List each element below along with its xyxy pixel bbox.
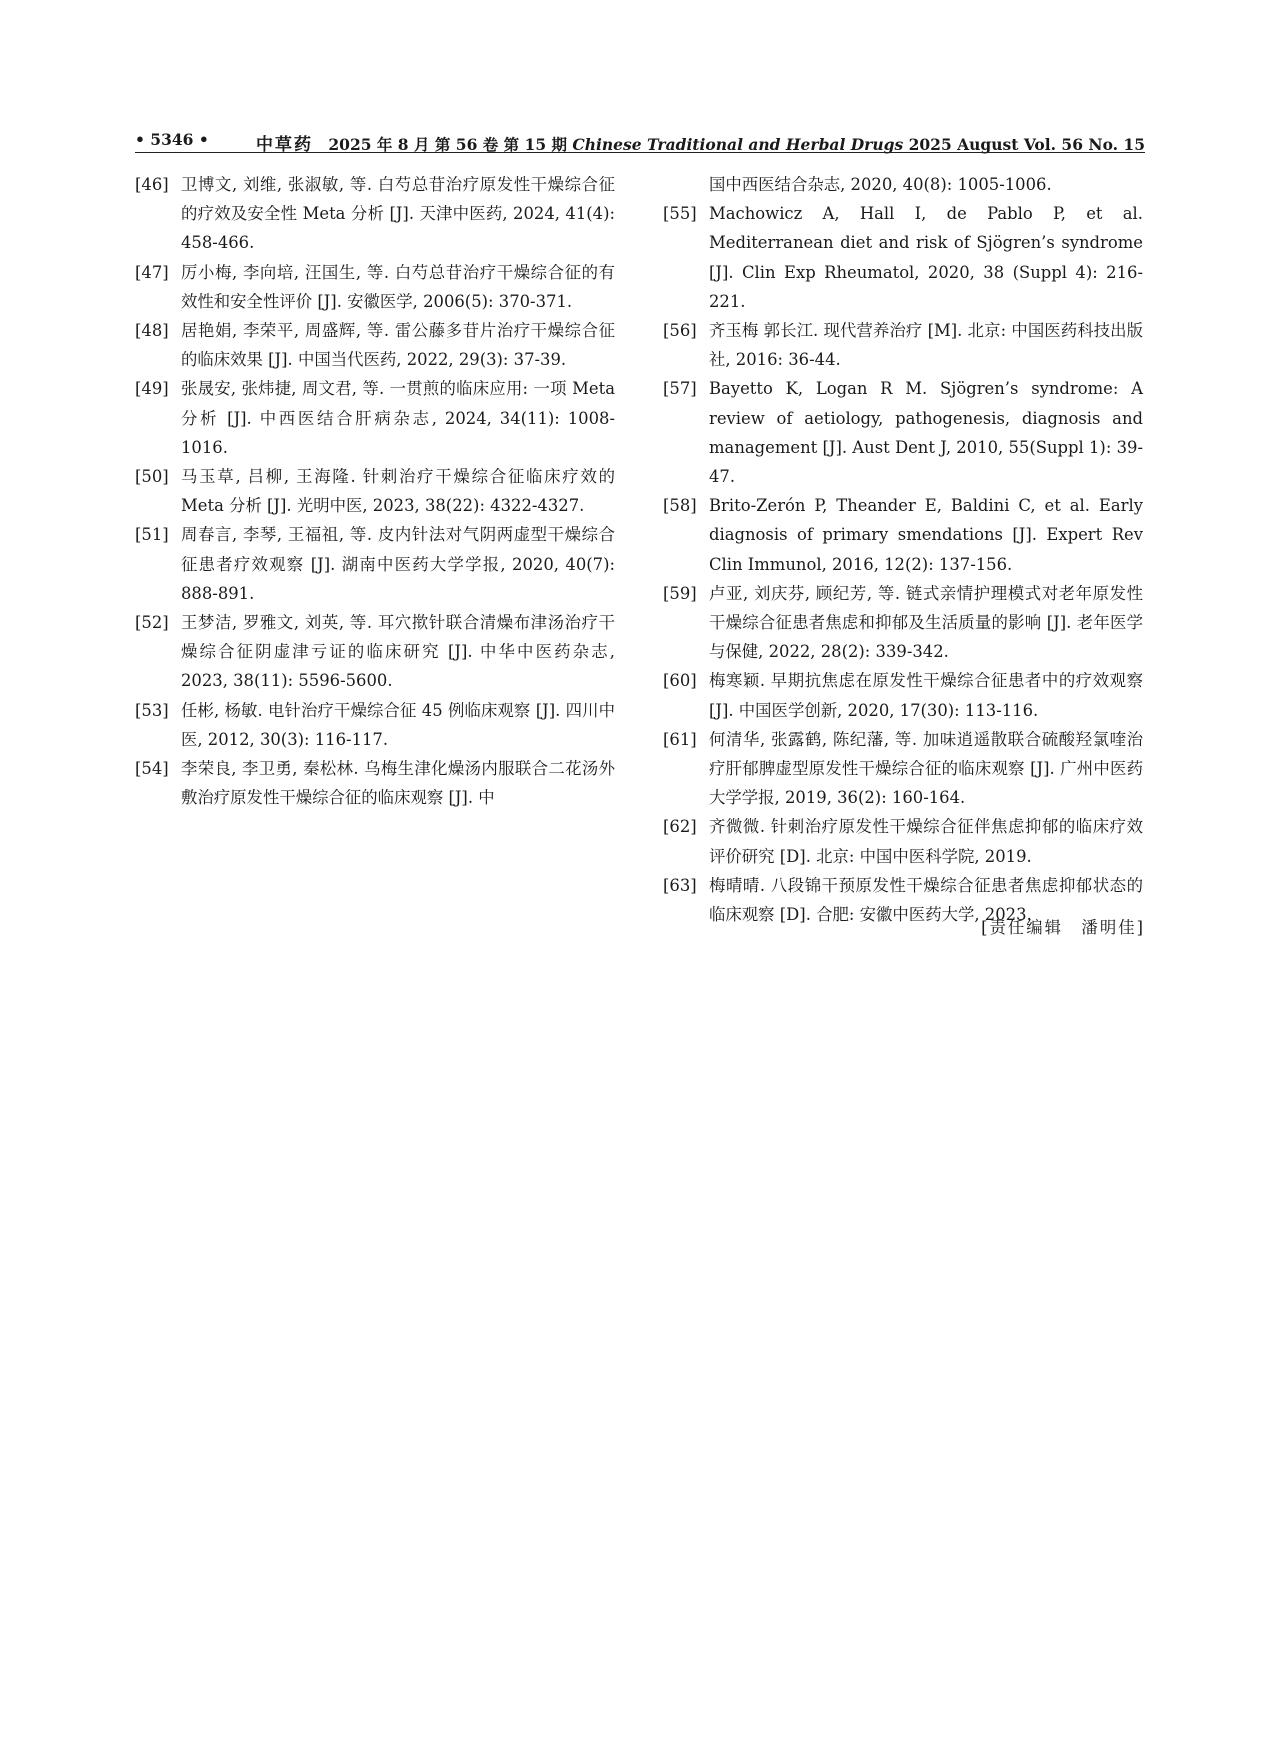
reference-text: 周春言, 李琴, 王福祖, 等. 皮内针法对气阴两虚型干燥综合征患者疗效观察 [J]. 湖南中医药大学学报, 2020, 40(7): 888-891. [181,525,615,603]
page-number: • 5346 • [135,130,209,149]
reference-text: 马玉草, 吕柳, 王海隆. 针刺治疗干燥综合征临床疗效的 Meta 分析 [J]. 光明中医, 2023, 38(22): 4322-4327. [181,467,615,516]
reference-number: [63] [663,875,697,895]
reference-text: Bayetto K, Logan R M. Sjögren’s syndrome: A review of aetiology, pathogenesis, diagnosis and management [J]. Aust Dent J, 2010, 55(Suppl 1): 39-47. [709,379,1143,487]
reference-item [135,608,615,696]
reference-continuation: 国中西医结合杂志, 2020, 40(8): 1005-1006. [709,175,1052,194]
reference-number: [54] [135,759,169,779]
editor-note: [责任编辑 潘明佳] [981,918,1145,937]
reference-item [663,491,1143,579]
page-header [135,128,1145,154]
reference-text: Brito-Zerón P, Theander E, Baldini C, et al. Early diagnosis of primary smendations [J]. Expert Rev Clin Immunol, 2016, 12(2): 137-156. [709,496,1143,574]
reference-number: [51] [135,525,169,545]
reference-text: 任彬, 杨敏. 电针治疗干燥综合征 45 例临床观察 [J]. 四川中医, 2012, 30(3): 116-117. [181,700,615,749]
reference-number: [46] [135,175,169,194]
reference-text: 卢亚, 刘庆芬, 顾纪芳, 等. 链式亲情护理模式对老年原发性干燥综合征患者焦虑和抑郁及生活质量的影响 [J]. 老年医学与保健, 2022, 28(2): 339-342. [709,583,1143,662]
reference-text: 梅寒颖. 早期抗焦虑在原发性干燥综合征患者中的疗效观察 [J]. 中国医学创新, 2020, 17(30): 113-116. [709,671,1143,720]
reference-item [135,520,615,608]
reference-item [663,199,1143,316]
reference-text: 王梦洁, 罗雅文, 刘英, 等. 耳穴揿针联合清燥布津汤治疗干燥综合征阴虚津亏证的临床研究 [J]. 中华中医药杂志, 2023, 38(11): 5596-5600. [181,613,615,691]
reference-text: Machowicz A, Hall I, de Pablo P, et al. Mediterranean diet and risk of Sjögren’s syndrome [J]. Clin Exp Rheumatol, 2020, 38 (Suppl 4): 216-221. [709,204,1143,311]
reference-item [663,316,1143,374]
reference-item [663,812,1143,870]
reference-number: [57] [663,379,697,399]
reference-item [135,462,615,520]
reference-number: [56] [663,321,697,341]
reference-number: [50] [135,467,169,487]
reference-text: 梅晴晴. 八段锦干预原发性干燥综合征患者焦虑抑郁状态的临床观察 [D]. 合肥: 安徽中医药大学, 2023. [709,875,1143,925]
reference-text: 张晟安, 张炜捷, 周文君, 等. 一贯煎的临床应用: 一项 Meta 分析 [J]. 中西医结合肝病杂志, 2024, 34(11): 1008-1016. [181,379,615,457]
reference-number: [53] [135,700,169,720]
reference-text: 何清华, 张露鹤, 陈纪藩, 等. 加味逍遥散联合硫酸羟氯喹治疗肝郁脾虚型原发性干燥综合征的临床观察 [J]. 广州中医药大学学报, 2019, 36(2): 160-164. [709,729,1143,808]
reference-list-right [663,199,1143,929]
reference-text: 厉小梅, 李向培, 汪国生, 等. 白芍总苷治疗干燥综合征的有效性和安全性评价 [J]. 安徽医学, 2006(5): 370-371. [181,262,615,311]
reference-text: 齐微微. 针刺治疗原发性干燥综合征伴焦虑抑郁的临床疗效评价研究 [D]. 北京: 中国中医科学院, 2019. [709,817,1143,866]
reference-number: [61] [663,729,697,749]
reference-number: [47] [135,262,169,282]
reference-number: [58] [663,496,697,516]
reference-number: [62] [663,817,697,837]
reference-text: 居艳娟, 李荣平, 周盛辉, 等. 雷公藤多苷片治疗干燥综合征的临床效果 [J]. 中国当代医药, 2022, 29(3): 37-39. [181,321,615,370]
journal-logo: 中草药 [255,135,313,155]
header-rule [135,152,1145,153]
issue-cn: 2025 年 8 月 第 56 卷 第 15 期 [328,135,568,154]
reference-number: [48] [135,321,169,341]
reference-item [135,258,615,316]
reference-item [135,754,615,812]
reference-item [663,725,1143,813]
reference-item [663,374,1143,491]
reference-number: [49] [135,379,169,399]
journal-name-en: Chinese Traditional and Herbal Drugs [572,135,904,154]
reference-text: 李荣良, 李卫勇, 秦松林. 乌梅生津化燥汤内服联合二花汤外敷治疗原发性干燥综合征的临床观察 [J]. 中 [181,759,615,808]
reference-text: 齐玉梅 郭长江. 现代营养治疗 [M]. 北京: 中国医药科技出版社, 2016: 36-44. [709,321,1143,370]
reference-item [135,696,615,754]
reference-item [663,579,1143,667]
reference-number: [52] [135,613,169,633]
reference-number: [60] [663,671,697,691]
reference-item [135,316,615,374]
reference-number: [55] [663,204,697,224]
reference-text: 卫博文, 刘维, 张淑敏, 等. 白芍总苷治疗原发性干燥综合征的疗效及安全性 Meta 分析 [J]. 天津中医药, 2024, 41(4): 458-466. [181,175,615,253]
reference-item [135,374,615,462]
reference-number: [59] [663,583,697,603]
reference-item [135,170,615,258]
reference-item [663,666,1143,724]
reference-column-right [663,170,1143,929]
issue-en: 2025 August Vol. 56 No. 15 [908,135,1145,154]
reference-column-left [135,170,615,812]
